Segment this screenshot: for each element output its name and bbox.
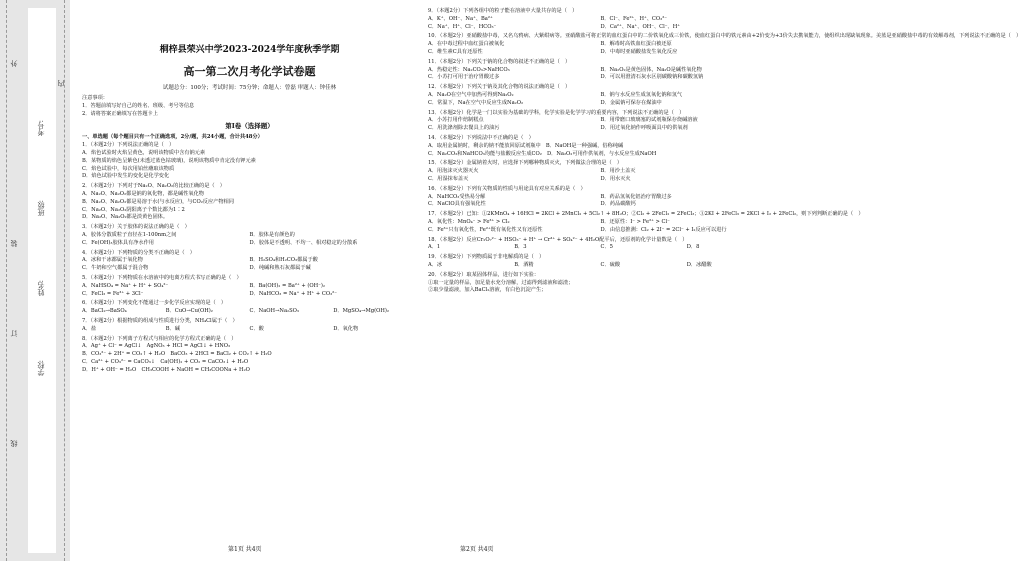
option-row bbox=[82, 308, 417, 316]
option-row bbox=[82, 283, 417, 291]
question bbox=[428, 186, 773, 211]
option: ①取一定量的样品，加足量水充分溶解，过滤得到滤液和滤渣； bbox=[428, 279, 574, 286]
option-row bbox=[428, 168, 773, 176]
question-stem: 6．（本题2分）下列变化不能通过一步化学反应实现的是（ ） bbox=[82, 300, 227, 307]
option: D．中毒时亚硝酸盐发生氧化反应 bbox=[600, 48, 678, 55]
page-number-left: 第1页 共4页 bbox=[228, 546, 262, 553]
question bbox=[428, 272, 773, 297]
binding-mark-outer: 外 bbox=[10, 60, 18, 67]
option: C．FeCl₃ = Fe³⁺ + 3Cl⁻ bbox=[82, 290, 144, 297]
option: D．H⁺ + OH⁻ = H₂O CH₃COOH + NaOH = CH₃COONa + H₂O bbox=[82, 366, 250, 373]
option: C．用湿抹布盖灭 bbox=[428, 175, 469, 182]
option: C．NaOH→Na₂SO₃ bbox=[249, 308, 300, 315]
exam-title: 桐梓县荣兴中学2023-2024学年度秋季学期 bbox=[159, 45, 340, 55]
option: B．解毒时高铁血红蛋白被还原 bbox=[600, 41, 672, 48]
option: B．某物质的焰色呈紫色(未透过蓝色钴玻璃)，说明该物质中肯定没有钾元素 bbox=[82, 157, 256, 164]
option-row bbox=[428, 24, 773, 32]
option: D．可以用澄清石灰水区别碳酸钠和碳酸氢钠 bbox=[600, 74, 704, 81]
option: B．Na₂O、Na₂O₂都是易溶于水(与水反应)，与CO₂反应产物相同 bbox=[82, 198, 234, 205]
binding-mark-ding: 订 bbox=[10, 330, 18, 337]
question-stem: 10．（本题2分）亚硝酸盐中毒，又名乌鸦病、大紫绀病等。亚硝酸盐可将正常的血红蛋白中的二价铁氧化成三价铁，使血红蛋白中的铁元素由+2价变为+3价失去携氧能力，使组织出现缺氧现象。美蓝是亚硝酸盐中毒的有效解毒剂，下列说法不正确的是（ ） bbox=[428, 33, 1021, 40]
option: C．酸 bbox=[249, 325, 264, 332]
option: C．Na₂O、Na₂O₂阴阳离子个数比都为1∶2 bbox=[82, 206, 185, 213]
option: B．胶体是有颜色的 bbox=[249, 231, 295, 238]
question-stem: 12．（本题2分）下列关于钠及其化合物的说法正确的是（ ） bbox=[428, 84, 571, 91]
option: D．用过氧化钠作呼吸面具中的供氧剂 bbox=[600, 125, 688, 132]
exam-subtitle: 高一第二次月考化学试卷题 bbox=[183, 64, 316, 78]
question bbox=[82, 336, 417, 377]
option: D．Ca²⁺、Na⁺、OH⁻、Cl⁻、H⁺ bbox=[600, 23, 680, 30]
option-row bbox=[428, 100, 773, 108]
question bbox=[428, 135, 773, 160]
option: A．氧化性：MnO₄⁻ > Fe³⁺ > Cl₂ bbox=[428, 218, 510, 225]
question bbox=[82, 224, 417, 249]
option: B．还原性：I⁻ > Fe²⁺ > Cl⁻ bbox=[600, 218, 670, 225]
option: B．用带磨口玻璃塞的试剂瓶保存烧碱溶液 bbox=[600, 117, 698, 124]
binding-strip bbox=[0, 0, 70, 561]
option: C．5 bbox=[600, 244, 613, 251]
option: A．在中毒过程中血红蛋白被氧化 bbox=[428, 41, 505, 48]
question bbox=[428, 84, 773, 109]
question-stem: 14．（本题2分）下列说法中不正确的是（ ） bbox=[428, 134, 534, 141]
question-stem: 13．（本题2分）化学是一门以实验为基础的学科，化学实验是化学学习的重要内容，下列说法不正确的是（ ） bbox=[428, 109, 685, 116]
option: C．Fe(OH)₃胶体具有净水作用 bbox=[82, 239, 154, 246]
question bbox=[428, 160, 773, 185]
question bbox=[82, 183, 417, 224]
page-2 bbox=[428, 8, 1021, 297]
question bbox=[428, 254, 773, 272]
option: A．NaHCO₃受热易分解 bbox=[428, 193, 486, 200]
option: D．由信息推测：Cl₂ + 2I⁻ = 2Cl⁻ + I₂反应可以进行 bbox=[600, 226, 727, 233]
question-stem: 2．（本题2分）下列对于Na₂O、Na₂O₂的比较正确的是（ ） bbox=[82, 183, 225, 190]
notes-title: 注意事项： bbox=[82, 95, 108, 102]
question bbox=[82, 275, 417, 300]
option: C．常温下，Na在空气中反应生成Na₂O₂ bbox=[428, 99, 524, 106]
note-2: 2．请将答案正确填写在答题卡上 bbox=[82, 110, 158, 117]
question bbox=[428, 59, 773, 84]
option: D．胶体是不透明、不均一、相对稳定的分散系 bbox=[249, 239, 358, 246]
option: C．用洗涤剂除去餐具上的油污 bbox=[428, 125, 500, 132]
class-label: 班级: bbox=[37, 200, 45, 217]
option: C．Na⁺、H⁺、Cl⁻、HCO₃⁻ bbox=[428, 23, 497, 30]
option-row bbox=[82, 240, 417, 248]
option-row bbox=[428, 92, 773, 100]
option: B．酒精 bbox=[514, 261, 534, 268]
option: A．用泡沫灭火器灭火 bbox=[428, 168, 479, 175]
option: B．3 bbox=[514, 244, 527, 251]
question-stem: 16．（本题2分）下列有关物质的性质与用途具有对应关系的是（ ） bbox=[428, 185, 586, 192]
option: D．纯碱和熟石灰都属于碱 bbox=[249, 265, 311, 272]
option: B．碱 bbox=[165, 325, 180, 332]
option: A．BaCl₂→BaSO₄ bbox=[82, 308, 127, 315]
option: A．冰和干冰都属于氧化物 bbox=[82, 257, 143, 264]
dashed-line-outer bbox=[6, 0, 8, 561]
option: A．取用金属钠时，剩余的钠不能放回原试剂瓶中 B．NaOH是一种强碱，俗称纯碱 bbox=[428, 142, 624, 149]
question-stem: 3．（本题2分）关于胶体的说法正确的是（ ） bbox=[82, 224, 190, 231]
option: B．钠与水反应生成氢氧化钠和氢气 bbox=[600, 91, 683, 98]
option: C．硫酸 bbox=[600, 261, 621, 268]
question-stem: 9．（本题2分）下列各组中的粒子能在溶液中大量共存的是（ ） bbox=[428, 8, 578, 14]
question-stem: 15．（本题2分）金属钠着火时，应选择下列哪种物质灭火，下列做法合理的是（ ） bbox=[428, 160, 623, 167]
question-stem: 17．（本题2分）已知：①2KMnO₄ + 16HCl = 2KCl + 2MnCl₂ + 5Cl₂↑ + 8H₂O；②Cl₂ + 2FeCl₂ = 2FeCl₃；③2KI + 2FeCl₃ = 2KCl + I₂ + 2FeCl₂，则下列判断正确的是（ ） bbox=[428, 211, 864, 218]
option-row bbox=[428, 201, 773, 209]
option: D．用水灭火 bbox=[600, 175, 631, 182]
question-stem: 18．（本题2分）反应Cr₂O₇²⁻ + HSO₃⁻ + H⁺ → Cr³⁺ + SO₄²⁻ + 4H₂O配平后，还原剂的化学计量数是（ ） bbox=[428, 236, 688, 243]
option: C．牛奶和空气都属于混合物 bbox=[82, 265, 149, 272]
option: A．Na₂O、Na₂O₂都是钠的氧化物，都是碱性氧化物 bbox=[82, 190, 204, 197]
option: D．冰醋酸 bbox=[686, 261, 712, 268]
option-row bbox=[428, 125, 773, 133]
option: D．MgSO₄→Mg(OH)₂ bbox=[333, 308, 389, 315]
exam-number-label: 考号: bbox=[37, 120, 45, 137]
option: A．热稳定性：Na₂CO₃>NaHCO₃ bbox=[428, 66, 510, 73]
option-row bbox=[428, 219, 773, 227]
option: B．H₂SO₄和H₂CO₃都属于酸 bbox=[249, 257, 318, 264]
option-row bbox=[428, 262, 773, 270]
option: B．CO₃²⁻ + 2H⁺ = CO₂↑ + H₂O BaCO₃ + 2HCl = BaCl₂ + CO₂↑ + H₂O bbox=[82, 351, 272, 358]
option: A．冰 bbox=[428, 261, 443, 268]
question-stem: 5．（本题2分）下列物质在水溶液中的电离方程式书写正确的是（ ） bbox=[82, 274, 242, 281]
option: C．NaClO具有强氧化性 bbox=[428, 201, 486, 208]
option: C．Ca²⁺ + CO₃²⁻ = CaCO₃↓ Ca(OH)₂ + CO₂ = CaCO₃↓ + H₂O bbox=[82, 358, 249, 365]
option-row bbox=[82, 291, 417, 299]
question bbox=[82, 142, 417, 183]
question-list-left bbox=[82, 142, 417, 376]
page-1 bbox=[82, 8, 417, 377]
option: A．Na₂O在空气中加热可得到Na₂O₂ bbox=[428, 91, 514, 98]
option: A．NaHSO₄ = Na⁺ + H⁺ + SO₄²⁻ bbox=[82, 282, 169, 289]
option: B．药品氢氧化铝治疗胃酸过多 bbox=[600, 193, 672, 200]
option: D．金属钠可保存在煤油中 bbox=[600, 99, 662, 106]
option: B．Ba(OH)₂ = Ba²⁺ + (OH⁻)₂ bbox=[249, 282, 325, 289]
option-row bbox=[428, 49, 773, 57]
option: C．Fe³⁺只有氧化性，Fe²⁺既有氧化性又有还原性 bbox=[428, 226, 543, 233]
spacer bbox=[428, 295, 773, 297]
school-label: 学校: bbox=[37, 360, 45, 377]
question bbox=[428, 110, 773, 135]
question bbox=[428, 33, 1021, 58]
question bbox=[82, 318, 417, 336]
exam-info: 试题总分：100分；考试时间：75分钟；命题人：曾磊 审题人：钟佳林 bbox=[162, 85, 337, 91]
option-row bbox=[428, 117, 773, 125]
option: B．CuO→Cu(OH)₂ bbox=[165, 308, 213, 315]
option: A．小苏打用作焙制糕点 bbox=[428, 117, 484, 124]
question bbox=[82, 250, 417, 275]
option: C．小苏打可用于治疗胃酸过多 bbox=[428, 74, 500, 81]
binding-mark-zhuang: 装 bbox=[10, 240, 18, 247]
note-1: 1．答题前填写好自己的姓名、班级、考号等信息 bbox=[82, 103, 195, 110]
binding-mark-inner: 内 bbox=[57, 80, 65, 87]
question-stem: 4．（本题2分）下列物质的分类不正确的是（ ） bbox=[82, 249, 195, 256]
question-list-right bbox=[428, 8, 1021, 297]
option: B．Cl⁻、Fe²⁺、H⁺、CO₃²⁻ bbox=[600, 15, 668, 22]
option-row bbox=[82, 257, 417, 265]
section-title: 第Ⅰ卷（选择题） bbox=[225, 121, 274, 130]
option: D．8 bbox=[686, 244, 700, 251]
question-stem: 7．（本题2分）根据物质的组成与性质进行分类，NH₄Cl属于（ ） bbox=[82, 317, 238, 324]
option: D．药品碳酸钙 bbox=[600, 201, 636, 208]
question bbox=[428, 237, 773, 255]
question-stem: 8．（本题2分）下列离子方程式与相应的化学方程式正确的是（ ） bbox=[82, 335, 237, 342]
option: B．用沙土盖灭 bbox=[600, 168, 636, 175]
option-row bbox=[428, 41, 773, 49]
option: B．Na₂O₂是黄色固体，Na₂O是碱性氧化物 bbox=[600, 66, 702, 73]
option: C．维生素C具有还原性 bbox=[428, 48, 483, 55]
option: C．焰色试验中，每次用铂丝蘸取该物质 bbox=[82, 165, 175, 172]
option-row bbox=[82, 232, 417, 240]
binding-mark-xian: 线 bbox=[10, 440, 18, 447]
option: D．氧化物 bbox=[333, 325, 359, 332]
option: C．Na₂CO₃和NaHCO₃均能与盐酸反应生成CO₂ D．Na₂O₂可用作供氧剂，与水反应生成NaOH bbox=[428, 150, 657, 157]
question bbox=[428, 8, 773, 33]
option-row bbox=[428, 16, 773, 24]
option: D．NaHCO₃ = Na⁺ + H⁺ + CO₃²⁻ bbox=[249, 290, 337, 297]
spacer bbox=[82, 375, 417, 377]
option-row bbox=[428, 176, 773, 184]
option-row bbox=[428, 74, 773, 82]
option: A．1 bbox=[428, 244, 441, 251]
part-title: 一、单选题（每个题目只有一个正确选项，2分/题，共24小题，合计共48分） bbox=[82, 134, 263, 141]
question-stem: 19．（本题2分）下列物质属于非电解质的是（ ） bbox=[428, 254, 545, 261]
question-stem: 11．（本题2分）下列关于钠的化合物的叙述不正确的是（ ） bbox=[428, 58, 571, 65]
name-label: 姓名: bbox=[37, 280, 45, 297]
question-stem: 20．（本题2分）取某固体样品，进行如下实验： bbox=[428, 271, 540, 278]
option-row bbox=[428, 244, 773, 252]
question bbox=[428, 211, 864, 236]
option: A．K⁺、OH⁻、Na⁺、Ba²⁺ bbox=[428, 15, 493, 22]
option: A．胶体分散质粒子直径在1-100nm之间 bbox=[82, 231, 177, 238]
option: D．Na₂O、Na₂O₂都是淡黄色固体。 bbox=[82, 214, 169, 221]
option: ②取少量滤液，加入BaCl₂溶液，有白色沉淀产生； bbox=[428, 287, 547, 294]
page-number-right: 第2页 共4页 bbox=[460, 546, 494, 553]
option: D．焰色试验中发生的变化是化学变化 bbox=[82, 173, 170, 180]
question bbox=[82, 300, 417, 318]
option-row bbox=[82, 326, 417, 334]
option: A．焰色试验时火焰呈黄色，说明该物质中含有钠元素 bbox=[82, 149, 206, 156]
option: A．Ag⁺ + Cl⁻ = AgCl↓ AgNO₃ + HCl = AgCl↓ + HNO₃ bbox=[82, 343, 231, 350]
option-row bbox=[82, 265, 417, 273]
option: A．盐 bbox=[82, 325, 97, 332]
option-row bbox=[428, 227, 773, 235]
question-stem: 1．（本题2分）下列说法正确的是（ ） bbox=[82, 142, 175, 149]
